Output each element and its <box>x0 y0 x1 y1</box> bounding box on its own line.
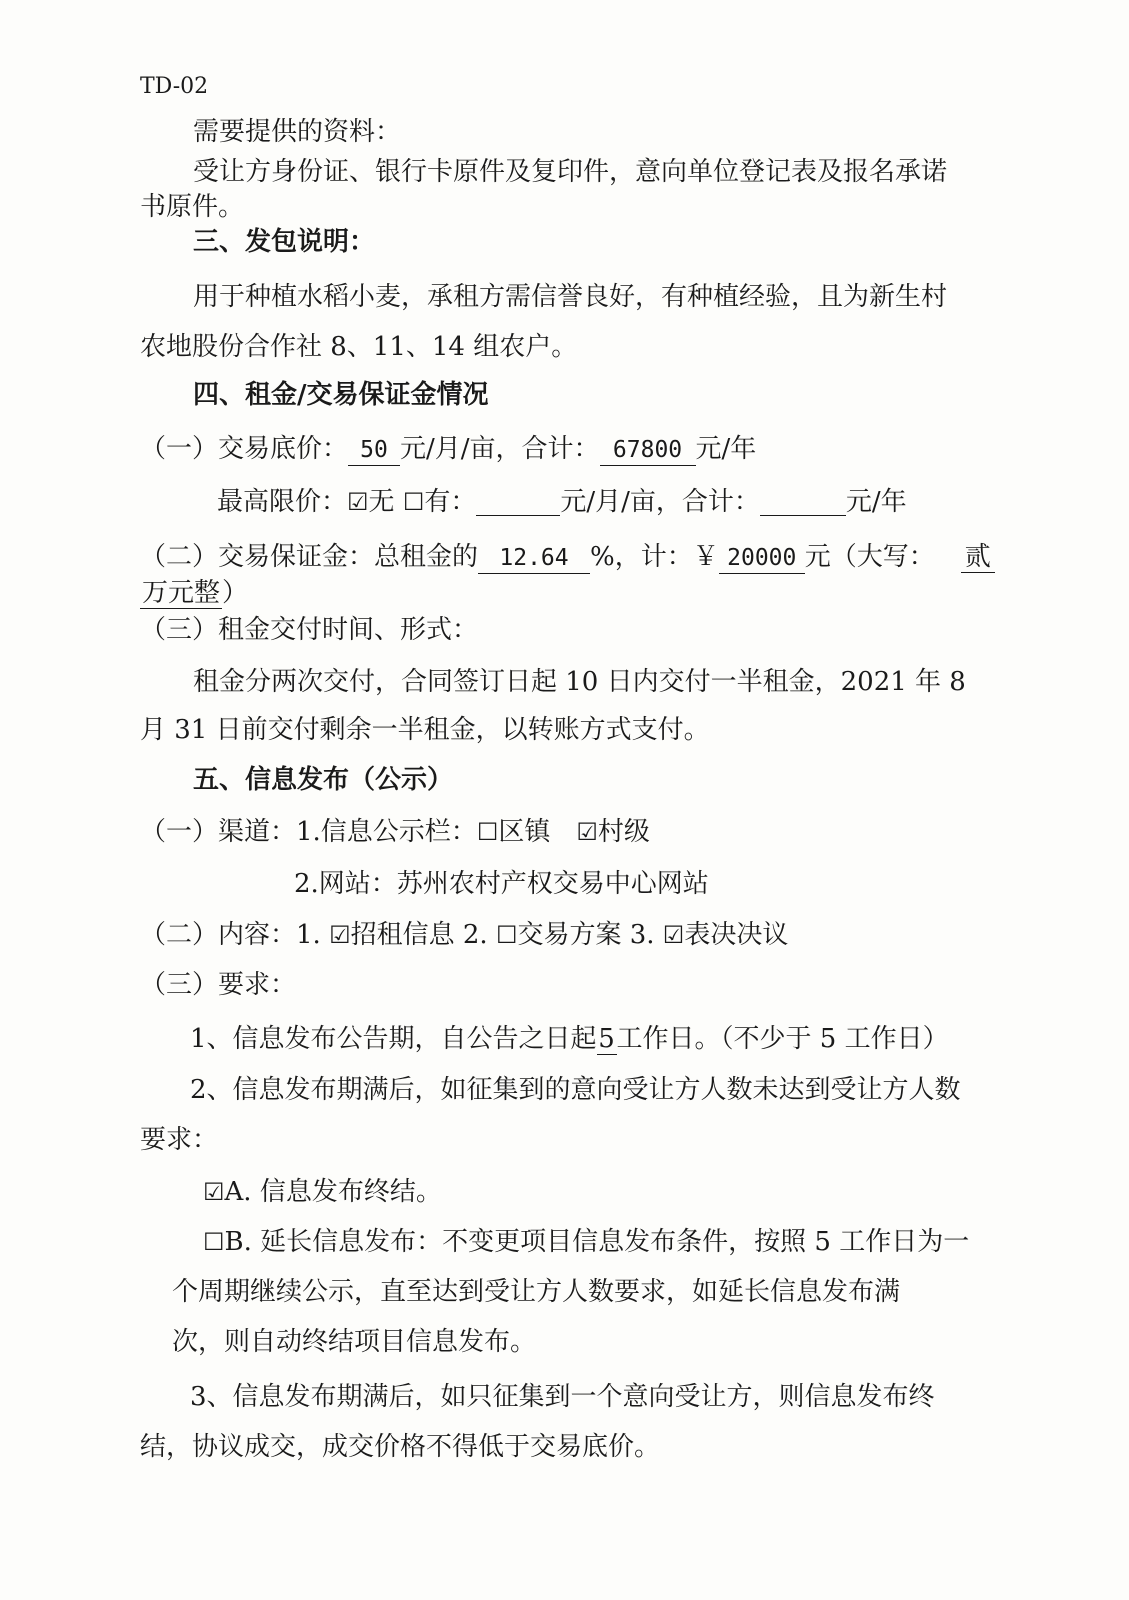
deposit-currency: ￥ <box>692 542 719 572</box>
payment-line-2: 月 31 日前交付剩余一半租金，以转账方式支付。 <box>140 715 710 745</box>
deposit-capital-a: 贰 <box>961 542 995 573</box>
option-b-line-2: 个周期继续公示，直至达到受让方人数要求，如延长信息发布满 <box>172 1277 901 1307</box>
deposit-amount: 20000 <box>719 543 805 574</box>
requirement-2-line-1: 2、信息发布期满后，如征集到的意向受让方人数未达到受让方人数 <box>190 1075 961 1105</box>
unchecked-box-icon: ☐ <box>402 488 425 516</box>
content-item-3: 表决决议 <box>684 920 789 950</box>
max-price-line <box>217 485 907 519</box>
section-5-heading: 五、信息发布（公示） <box>193 765 454 795</box>
section-4-heading: 四、租金/交易保证金情况 <box>193 380 489 410</box>
requirement-1-days: 5 <box>598 1024 615 1054</box>
max-price-total-blank <box>760 485 846 516</box>
deposit-close: ） <box>222 578 249 608</box>
checked-box-icon: ☑ <box>662 921 685 949</box>
requirement-1-b: 工作日。（不少于 5 工作日） <box>616 1024 949 1054</box>
section-3-heading: 三、发包说明： <box>193 227 376 257</box>
checked-box-icon: ☑ <box>329 921 351 949</box>
checked-box-icon: ☑ <box>576 818 598 846</box>
requirement-1 <box>190 1022 949 1056</box>
deposit-amount-unit: 元（大写： <box>804 542 935 572</box>
checked-box-icon: ☑ <box>203 1178 225 1206</box>
base-price-total: 67800 <box>600 435 696 466</box>
requirement-1-a: 1、信息发布公告期，自公告之日起 <box>190 1024 597 1054</box>
base-price-label: （一）交易底价： <box>140 434 349 464</box>
channel-line <box>140 815 650 849</box>
channel-label: （一）渠道：1.信息公示栏： <box>140 817 477 847</box>
max-price-total-unit: 元/年 <box>845 487 907 517</box>
channel-town: 区镇 <box>498 817 551 847</box>
doc-code: TD-02 <box>140 74 209 99</box>
base-price-unit: 元/月/亩，合计： <box>400 434 600 464</box>
deposit-label: （二）交易保证金：总租金的 <box>140 542 479 572</box>
materials-line-2: 书原件。 <box>140 192 245 222</box>
option-a-text: A. 信息发布终结。 <box>224 1177 442 1207</box>
requirement-3-line-1: 3、信息发布期满后，如只征集到一个意向受让方，则信息发布终 <box>190 1382 935 1412</box>
checked-box-icon: ☑ <box>347 488 369 516</box>
content-line <box>140 918 788 952</box>
option-b-line-1 <box>203 1225 969 1259</box>
max-price-unit: 元/月/亩，合计： <box>560 487 760 517</box>
content-label: （二）内容：1. <box>140 920 321 950</box>
deposit-capital-b: 万元整 <box>141 578 220 608</box>
max-price-has-label: 有： <box>424 487 477 517</box>
requirement-2-line-2: 要求： <box>140 1125 219 1155</box>
materials-line-1: 受让方身份证、银行卡原件及复印件，意向单位登记表及报名承诺 <box>193 157 948 187</box>
channel-village: 村级 <box>597 817 650 847</box>
content-item-1: 招租信息 2. <box>350 920 488 950</box>
section-3-line-2: 农地股份合作社 8、11、14 组农户。 <box>140 332 578 362</box>
option-b-line-3: 次，则自动终结项目信息发布。 <box>172 1327 537 1357</box>
unchecked-box-icon: ☐ <box>203 1228 225 1256</box>
materials-heading: 需要提供的资料： <box>193 117 402 147</box>
content-item-2: 交易方案 3. <box>517 920 655 950</box>
requirement-3-line-2: 结，协议成交，成交价格不得低于交易底价。 <box>140 1432 661 1462</box>
option-b-text-1: B. 延长信息发布：不变更项目信息发布条件，按照 5 工作日为一 <box>224 1227 970 1257</box>
channel-website: 2.网站：苏州农村产权交易中心网站 <box>294 869 709 899</box>
section-3-line-1: 用于种植水稻小麦，承租方需信誉良好，有种植经验，且为新生村 <box>193 282 948 312</box>
base-price-total-unit: 元/年 <box>695 434 757 464</box>
max-price-label: 最高限价： <box>217 487 348 517</box>
base-price-line <box>140 432 756 466</box>
requirements-label: （三）要求： <box>140 970 297 1000</box>
max-price-value-blank <box>476 485 560 516</box>
option-a <box>203 1175 442 1209</box>
deposit-percent-sign: %，计： <box>590 542 693 572</box>
unchecked-box-icon: ☐ <box>476 818 499 846</box>
deposit-line <box>140 540 995 574</box>
payment-label: （三）租金交付时间、形式： <box>140 615 479 645</box>
deposit-line-2 <box>140 576 248 610</box>
unchecked-box-icon: ☐ <box>495 921 518 949</box>
payment-line-1: 租金分两次交付，合同签订日起 10 日内交付一半租金，2021 年 8 <box>193 667 966 697</box>
max-price-none-label: 无 <box>368 487 395 517</box>
base-price-value: 50 <box>348 435 400 466</box>
deposit-percent: 12.64 <box>478 543 590 574</box>
